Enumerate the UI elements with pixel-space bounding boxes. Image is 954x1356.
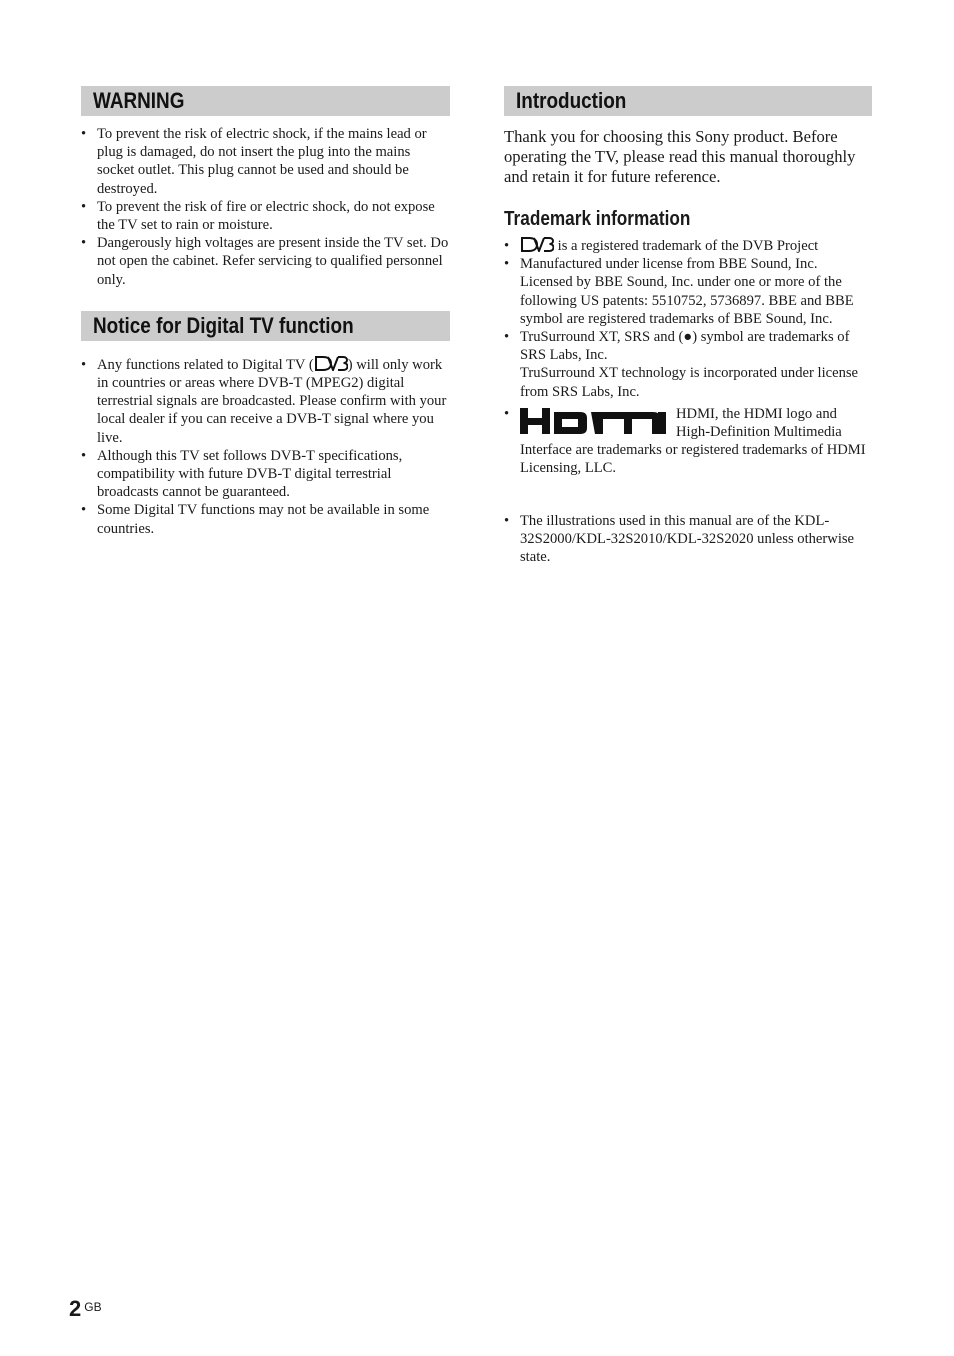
introduction-heading: Introduction xyxy=(504,86,872,116)
list-item: • To prevent the risk of fire or electric shock, do not expose the TV set to rain or moisture. xyxy=(81,198,450,234)
warning-heading: WARNING xyxy=(81,86,450,116)
list-item: • Manufactured under license from BBE Sound, Inc. Licensed by BBE Sound, Inc. under one or more of the following US patents: 5510752, 5736897. BBE and BBE symbol are registered trademarks of BBE Sound, Inc. xyxy=(504,255,872,328)
list-item: • Although this TV set follows DVB-T specifications, compatibility with future DVB-T digital terrestrial broadcasts cannot be guaranteed. xyxy=(81,447,450,502)
list-item: • Some Digital TV functions may not be available in some countries. xyxy=(81,501,450,537)
dvb-logo-icon xyxy=(314,356,348,371)
list-item: • Dangerously high voltages are present inside the TV set. Do not open the cabinet. Refer servicing to qualified personnel only. xyxy=(81,234,450,289)
list-item: • Any functions related to Digital TV ( ) will only work in countries or areas where DVB-T (MPEG2) digital terrestrial signals are broadcasted. Please confirm with your local dealer if you can receive a DVB-T signal where you live. xyxy=(81,356,450,447)
dvb-logo-icon xyxy=(520,237,554,252)
list-item: • To prevent the risk of electric shock, if the mains lead or plug is damaged, do not insert the plug into the mains socket outlet. This plug cannot be used and should be destroyed. xyxy=(81,125,450,198)
trademark-heading: Trademark information xyxy=(504,208,691,230)
page-number: 2 $^{GB}$ xyxy=(69,1296,102,1321)
trademark-list xyxy=(504,237,872,478)
notice-list xyxy=(81,356,450,538)
list-item: • is a registered trademark of the DVB Project xyxy=(504,237,872,255)
right-column xyxy=(504,86,872,566)
introduction-paragraph: Thank you for choosing this Sony product. Before operating the TV, please read this manual thoroughly and retain it for future reference. xyxy=(504,127,856,186)
list-item: • TruSurround XT, SRS and (●) symbol are trademarks of SRS Labs, Inc. TruSurround XT technology is incorporated under license from SRS Labs, Inc. xyxy=(504,328,872,401)
warning-list xyxy=(81,125,450,289)
hdmi-logo-icon xyxy=(520,408,668,434)
list-item: • HDMI, the HDMI logo and High-Definition Multimedia Interface are trademarks or registered trademarks of HDMI Licensing, LLC. xyxy=(504,405,872,478)
list-item: • The illustrations used in this manual are of the KDL-32S2000/KDL-32S2010/KDL-32S2020 unless otherwise state. xyxy=(504,512,872,567)
notice-heading: Notice for Digital TV function xyxy=(81,311,450,341)
illustration-note-list xyxy=(504,512,872,567)
left-column xyxy=(81,86,450,538)
